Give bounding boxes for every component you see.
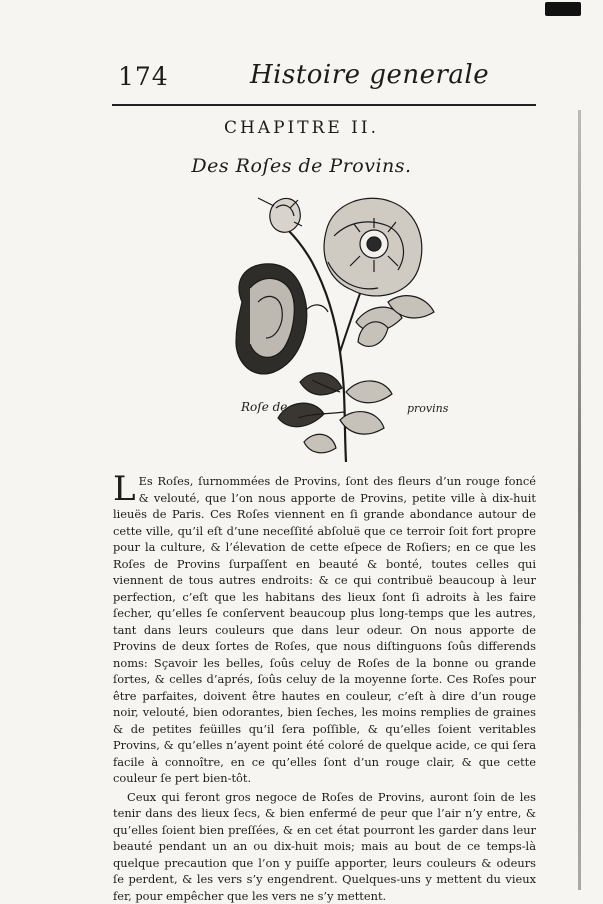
page-edge-shadow xyxy=(578,110,581,890)
illustration-caption-right: provins xyxy=(407,402,448,415)
chapter-title: CHAPITRE II. xyxy=(0,118,603,138)
rose-flower-side xyxy=(236,264,328,374)
body-text xyxy=(113,473,536,904)
drop-cap: L xyxy=(113,475,136,503)
running-title: Histoire generale xyxy=(250,60,489,90)
section-title: Des Roſes de Provins. xyxy=(0,155,603,177)
paragraph-2: Ceux qui feront gros negoce de Roſes de Provins, auront ſoin de les tenir dans des lieux ſecs, & bien enfermé de peur que l’air n’y entre, & qu’elles ſoient bien preſſées, & en cet état pourront les garder dans leur beauté pendant un an ou dix-huit mois; mais au bout de ce temps-là quelque precaution que l’on y puiſſe apporter, leurs couleurs & odeurs ſe perdent, & les vers s’y engendrent. Quelques-uns y mettent du vieux fer, pour empêcher que les vers ne s’y mettent. xyxy=(113,789,536,904)
paragraph-1-text: Es Roſes, ſurnommées de Provins, ſont des fleurs d’un rouge foncé & velouté, que l’on nous apporte de Provins, petite ville à dix-huit lieuës de Paris. Ces Roſes viennent en ſi grande abondance autour de cette ville, qu’il eſt d’une neceſſité abſoluë que ce terroir ſoit fort propre pour la culture, & l’élevation de cette eſpece de Roſiers; en ce que les Roſes de Provins ſurpaſſent en beauté & bonté, toutes celles qui viennent de tous autres endroits: & ce qui contribuë beaucoup à leur perfection, c’eſt que les habitans des lieux ſont ſi adroits à les faire ſecher, qu’elles ſe conſervent beaucoup plus long-temps que les autres, tant dans leurs couleurs que dans leur odeur. On nous apporte de Provins de deux ſortes de Roſes, que nous diſtinguons ſoûs differends noms: Sçavoir les belles, ſoûs celuy de Roſes de la bonne ou grande ſortes, & celles d’aprés, ſoûs celuy de la moyenne ſorte. Ces Roſes pour être parfaites, doivent être hautes en couleur, c’eſt à dire d’un rouge noir, velouté, bien odorantes, bien ſeches, les moins remplies de graines & de petites feüilles qu’il ſera poſſible, & qu’elles ſoient veritables Provins, & qu’elles n’ayent point été coloré de quelque acide, ce qui ſera facile à connoître, en ce qu’elles ſont d’un rouge clair, & que cette couleur ſe pert bien-tôt. xyxy=(113,474,536,785)
rose-engraving xyxy=(228,192,448,472)
page-number: 174 xyxy=(118,62,169,91)
rose-bud xyxy=(258,198,302,232)
illustration-caption-left: Roſe de xyxy=(241,400,287,414)
rose-flower-open xyxy=(324,198,422,296)
header-rule xyxy=(112,104,536,106)
scan-corner-mark xyxy=(545,2,581,16)
paragraph-1 xyxy=(113,473,536,787)
